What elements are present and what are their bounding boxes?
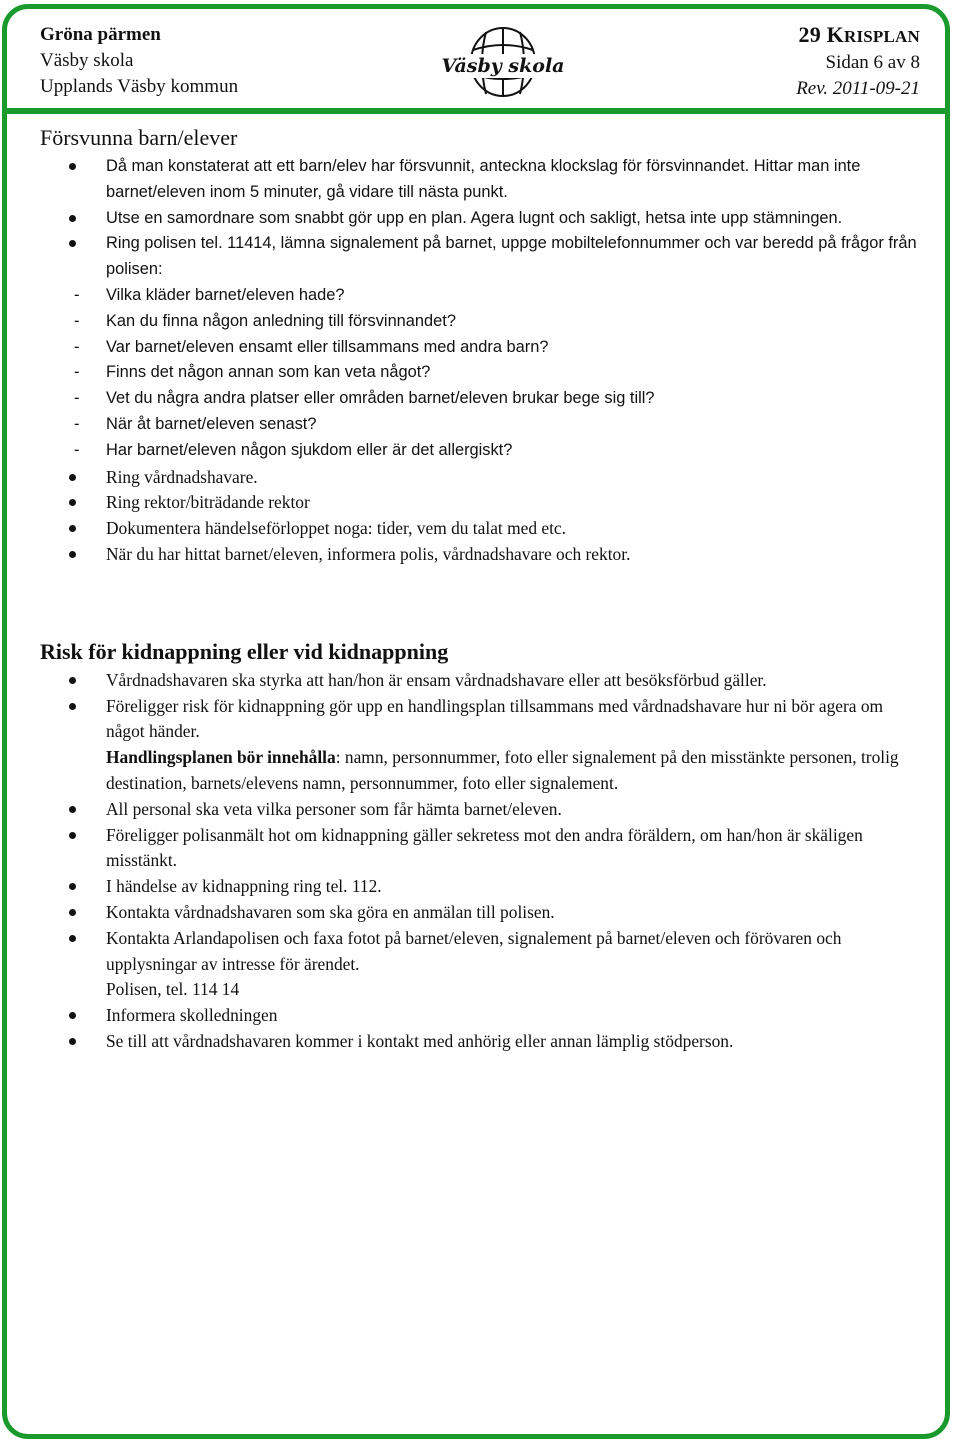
page-header (40, 22, 920, 102)
header-left (40, 22, 238, 100)
list-item (40, 231, 920, 463)
list-item: Se till att vårdnadshavaren kommer i kontakt med anhörig eller annan lämplig stödperson. (40, 1029, 920, 1055)
police-questions-list (40, 283, 920, 464)
list-item: Dokumentera händelseförloppet noga: tider, vem du talat med etc. (40, 516, 920, 542)
question-item: - Har barnet/eleven någon sjukdom eller är det allergiskt? (40, 438, 920, 464)
list-item: Ring rektor/biträdande rektor (40, 490, 920, 516)
list-item (40, 694, 920, 797)
list-item: Föreligger polisanmält hot om kidnappning gäller sekretess mot den andra föräldern, om han/hon är skäligen misstänkt. (40, 823, 920, 875)
list-item: När du har hittat barnet/eleven, informera polis, vårdnadshavare och rektor. (40, 542, 920, 568)
question-item: - När åt barnet/eleven senast? (40, 412, 920, 438)
list-item: Utse en samordnare som snabbt gör upp en plan. Agera lugnt och sakligt, hetsa inte upp stämningen. (40, 206, 920, 232)
header-divider (5, 108, 945, 114)
missing-children-list (40, 154, 920, 464)
doc-title-rest: RISPLAN (843, 27, 920, 46)
question-item: - Vilka kläder barnet/eleven hade? (40, 283, 920, 309)
section-spacer (40, 568, 920, 630)
question-item: - Kan du finna någon anledning till försvinnandet? (40, 309, 920, 335)
list-item: Informera skolledningen (40, 1003, 920, 1029)
kidnapping-list (40, 668, 920, 1055)
doc-title-initial: K (826, 22, 844, 47)
doc-title (796, 22, 920, 50)
page-content (40, 122, 920, 1055)
question-item: - Vet du några andra platser eller områden barnet/eleven brukar bege sig till? (40, 386, 920, 412)
list-item: Ring vårdnadshavare. (40, 465, 920, 491)
question-item: - Finns det någon annan som kan veta något? (40, 360, 920, 386)
police-phone: Polisen, tel. 114 14 (106, 979, 240, 1000)
list-item: Vårdnadshavaren ska styrka att han/hon är ensam vårdnadshavare eller att besöksförbud gäller. (40, 668, 920, 694)
doc-number: 29 (798, 22, 821, 47)
list-item: All personal ska veta vilka personer som får hämta barnet/eleven. (40, 797, 920, 823)
header-right (796, 22, 920, 102)
plan-contents (106, 745, 920, 797)
list-item: Då man konstaterat att ett barn/elev har försvunnit, anteckna klockslag för försvinnandet. Hittar man inte barnet/eleven inom 5 minuter, gå vidare till nästa punkt. (40, 154, 920, 206)
list-item: Kontakta vårdnadshavaren som ska göra en anmälan till polisen. (40, 900, 920, 926)
list-item-text: Föreligger risk för kidnappning gör upp en handlingsplan tillsammans med vårdnadshavare hur ni bör agera om något händer. (106, 695, 884, 742)
binder-name: Gröna pärmen (40, 24, 161, 45)
plan-label: Handlingsplanen bör innehålla (106, 747, 336, 768)
revision-date: Rev. 2011-09-21 (796, 78, 920, 99)
missing-children-followup-list (40, 465, 920, 568)
list-item: I händelse av kidnappning ring tel. 112. (40, 874, 920, 900)
municipality-name: Upplands Väsby kommun (40, 76, 239, 97)
school-name: Väsby skola (40, 50, 134, 71)
logo-text: Väsby skola (441, 55, 565, 77)
section-heading-kidnapping: Risk för kidnappning eller vid kidnappning (40, 638, 449, 664)
page-number: Sidan 6 av 8 (825, 52, 920, 73)
list-item (40, 926, 920, 1003)
question-item: - Var barnet/eleven ensamt eller tillsammans med andra barn? (40, 335, 920, 361)
plan-text: : namn, personnummer, foto eller signalement på den misstänkte personen, trolig destination, barnets/elevens namn, personnummer, foto eller signalement. (106, 747, 899, 793)
list-item-text: Ring polisen tel. 11414, lämna signalement på barnet, uppge mobiltelefonnummer och var beredd på frågor från polisen: (106, 234, 917, 279)
list-item-text: Kontakta Arlandapolisen och faxa fotot på barnet/eleven, signalement på barnet/eleven och förövaren och upplysningar av intresse för ärendet. (106, 927, 842, 974)
school-logo (428, 22, 578, 100)
section-heading-missing-children: Försvunna barn/elever (40, 125, 238, 150)
